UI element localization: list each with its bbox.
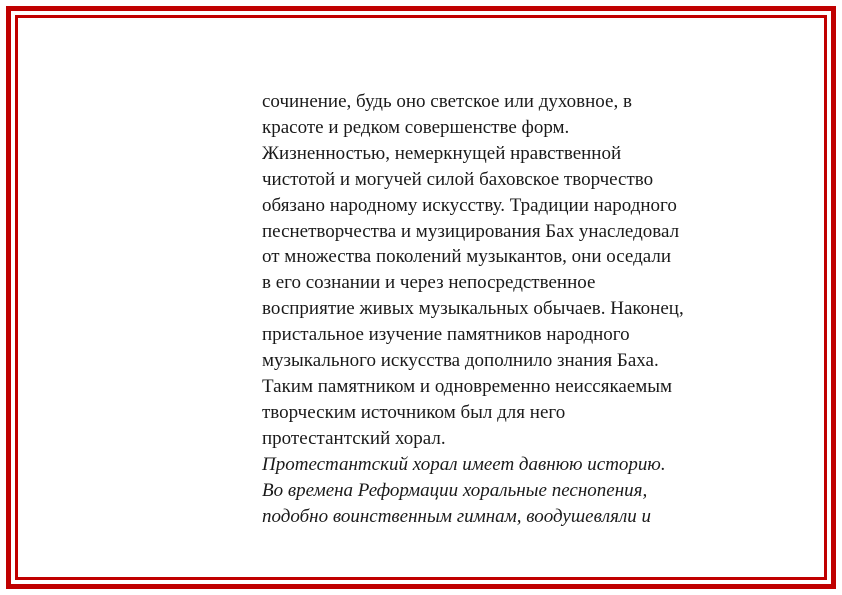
text-line: восприятие живых музыкальных обычаев. Наконец, — [262, 298, 684, 320]
text-line: обязано народному искусству. Традиции народного — [262, 194, 677, 216]
text-line: сочинение, будь оно светское или духовное, в — [262, 91, 632, 112]
text-line: от множества поколений музыкантов, они оседали — [262, 246, 671, 268]
text-line: песнетворчества и музицирования Бах унаследовал — [262, 220, 680, 242]
text-line: творческим источником был для него — [262, 401, 566, 423]
text-line: пристальное изучение памятников народного — [262, 324, 630, 346]
text-line: музыкального искусства дополнило знания Баха. — [262, 350, 659, 372]
italic-text-line: подобно воинственным гимнам, воодушевляли и — [262, 505, 651, 527]
italic-text-line: Во времена Реформации хоральные песнопения, — [262, 479, 648, 501]
text-line: красоте и редком совершенстве форм. — [262, 116, 570, 138]
text-line: Жизненностью, немеркнущей нравственной — [262, 142, 622, 164]
text-line: в его сознании и через непосредственное — [262, 272, 596, 294]
text-line: протестантский хорал. — [262, 427, 446, 449]
text-line: чистотой и могучей силой баховское творчество — [262, 168, 654, 190]
italic-text-line: Протестантский хорал имеет давнюю историю. — [262, 453, 666, 475]
text-line: Таким памятником и одновременно неиссякаемым — [262, 375, 673, 397]
body-text — [262, 89, 762, 529]
